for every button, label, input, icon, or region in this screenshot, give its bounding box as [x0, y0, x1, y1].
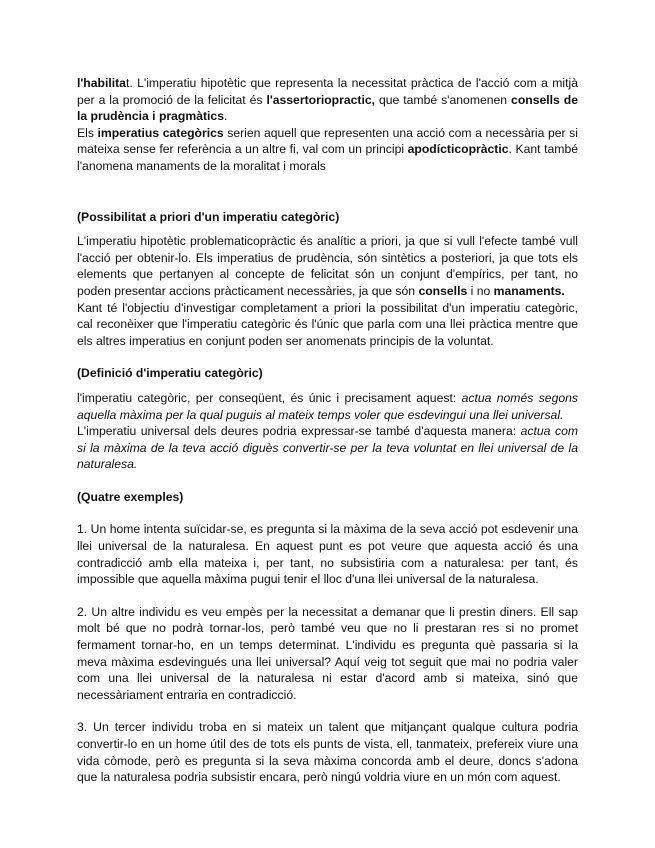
- text-run: l'imperatiu categòric, per conseqüent, és únic i precisament aquest:: [77, 390, 462, 405]
- section-heading-possibilitat: (Possibilitat a priori d'un imperatiu categòric): [77, 209, 340, 224]
- text-run: Els: [77, 125, 98, 140]
- section1-paragraph-1: [77, 233, 578, 299]
- text-run: L'imperatiu universal dels deures podria expressar-se també d'aquesta manera:: [77, 424, 521, 439]
- section-heading-exemples: (Quatre exemples): [77, 489, 184, 504]
- spacer: [77, 505, 578, 521]
- text-run: . Kant també l'anomena manaments de la moralitat i morals: [77, 142, 578, 173]
- example-3: 3. Un tercer individu troba en si mateix un talent que mitjançant qualque cultura podria convertir-lo en un home útil des de tots els punts de vista, ell, tanmateix, prefereix viure una vida còmode, però es pregunta si la seva màxima concorda amb el deure, doncs s'adona que la naturalesa podria subsistir encara, però ningú voldria viure en un món com aquest.: [77, 720, 578, 785]
- bold-term: apodícticopràctic: [407, 142, 509, 157]
- bold-term: imperatius categòrics: [97, 125, 224, 140]
- example-2: 2. Un altre individu es veu empès per la necessitat a demanar que li prestin diners. Ell sap molt bé que no podrà tornar-los, però també veu que no li prestaran res si no promet fermament tornar-ho, en un temps determinat. L'individu es pregunta què passaria si la meva màxima esdevingués una llei universal? Aquí veig tot seguit que mai no podria valer com una llei universal de la naturalesa ni estar d'acord amb si mateixa, sinó que necessàriament entraria en contradicció.: [77, 604, 578, 702]
- spacer: [77, 175, 578, 209]
- text-run: t. L'imperatiu hipotètic que representa la necessitat pràctica de l'acció com a mitjà per a la promoció de la felicitat és: [77, 76, 578, 107]
- bold-term: consells: [418, 283, 468, 298]
- spacer: [77, 588, 578, 604]
- section2-paragraph-2: [77, 423, 578, 473]
- spacer: [77, 382, 578, 390]
- text-run: L'imperatiu hipotètic problematicopràctic és analític a priori, ja que si vull l'efecte també vull l'acció per obtenir-lo. Els imperatius de prudència, són sintètics a posteriori, ja que tots els elements que pertanyen al concepte de felicitat són un conjunt d'empírics, per tant, no poden presentar accions pràcticament necessàries, ja que són: [77, 234, 578, 298]
- spacer: [77, 703, 578, 719]
- intro-paragraph-1: [77, 75, 578, 125]
- spacer: [77, 225, 578, 233]
- text-run: i no: [467, 283, 494, 298]
- section1-paragraph-2: Kant té l'objectiu d'investigar completament a priori la possibilitat d'un imperatiu categòric, cal reconèixer que l'imperatiu categòric és l'únic que parla com una llei pràctica mentre que els altres imperatius en conjunt poden ser anomenats principis de la voluntat.: [77, 300, 578, 348]
- spacer: [77, 349, 578, 365]
- text-run: que també s'anomenen: [375, 92, 512, 107]
- section2-paragraph-1: [77, 390, 578, 423]
- intro-paragraph-2: [77, 125, 578, 175]
- bold-term: manaments.: [493, 283, 565, 298]
- bold-term: l'assertoriopractic,: [266, 92, 376, 107]
- bold-term: consells de la prudència i pragmàtics: [77, 92, 578, 124]
- bold-term: l'habilita: [77, 76, 126, 90]
- document-page: [77, 75, 578, 786]
- example-1: 1. Un home intenta suïcidar-se, es pregunta si la màxima de la seva acció pot esdevenir una llei universal de la naturalesa. En aquest punt es pot veure que aquesta acció és una contradicció amb ella mateixa i, per tant, no subsistiria com a naturalesa: per tant, és impossible que aquella màxima pugui tenir el lloc d'una llei universal de la naturalesa.: [77, 522, 578, 587]
- italic-formula: actua com si la màxima de la teva acció diguès convertir-se per la teva voluntat en llei universal de la naturalesa.: [77, 424, 578, 472]
- spacer: [77, 473, 578, 489]
- italic-formula: actua només segons aquella màxima per la qual puguis al mateix temps voler que esdevingui una llei universal.: [77, 390, 578, 422]
- text-run: serien aquell que representen una acció com a necessària per si mateixa sense fer referència a un altre fi, val com un principi: [77, 125, 578, 157]
- section-heading-definicio: (Definició d'imperatiu categòric): [77, 366, 263, 381]
- text-run: .: [223, 109, 228, 124]
